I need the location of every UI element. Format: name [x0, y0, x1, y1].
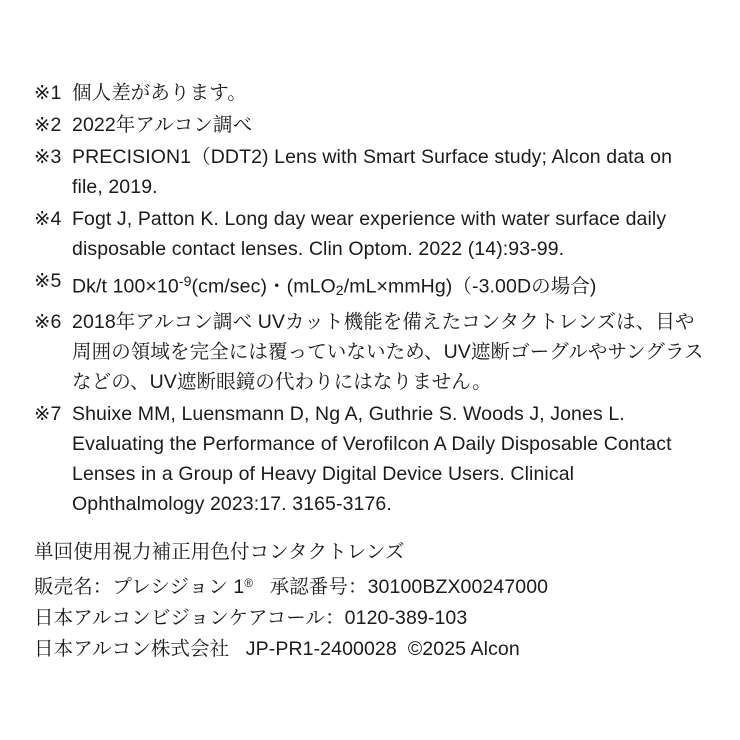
footnote-text-part: Dk/t 100×10: [72, 275, 179, 298]
footnote-item: [34, 204, 706, 264]
sales-name-label: 販売名：プレシジョン 1: [34, 575, 245, 598]
footnote-marker: ※3: [34, 146, 62, 168]
footnote-marker: ※4: [34, 208, 62, 230]
spacer: [229, 638, 246, 660]
document-footer: [34, 537, 706, 665]
footnote-item: [34, 399, 706, 519]
registered-mark: ®: [244, 576, 254, 590]
footnote-list: [34, 78, 706, 519]
footnote-text-part: (cm/sec)・(mLO: [191, 275, 336, 298]
product-category-line: 単回使用視力補正用色付コンタクトレンズ: [34, 540, 405, 563]
footnote-item: [34, 78, 706, 108]
footnote-text: 2022年アルコン調べ: [72, 114, 253, 136]
footnote-marker: ※1: [34, 82, 62, 104]
footnote-marker: ※7: [34, 402, 62, 425]
company-name: 日本アルコン株式会社: [34, 637, 230, 660]
copyright: ©2025 Alcon: [407, 637, 520, 660]
footnote-text: PRECISION1（DDT2) Lens with Smart Surface study; Alcon data on file, 2019.: [72, 146, 673, 198]
footnote-marker: ※2: [34, 114, 62, 136]
footnote-item: [34, 307, 706, 397]
footnote-text: Fogt J, Patton K. Long day wear experience with water surface daily disposable contact lenses. Clin Optom. 2022 (14):93-99.: [72, 208, 667, 260]
footnote-superscript: -9: [178, 273, 192, 289]
spacer: [397, 638, 408, 660]
footnote-marker: ※6: [34, 310, 62, 333]
spacer: [253, 576, 270, 598]
call-center-line: 日本アルコンビジョンケアコール：0120-389-103: [34, 606, 468, 629]
footnote-text: Shuixe MM, Luensmann D, Ng A, Guthrie S. Woods J, Jones L. Evaluating the Performance of Verofilcon A Daily Disposable Contact Lenses in a Group of Heavy Digital Device Users. Clinical Ophthalmology 2023:17. 3165-3176.: [72, 402, 672, 515]
footnote-marker: ※5: [34, 270, 62, 292]
footnote-text-part: /mL×mmHg)（-3.00Dの場合): [343, 275, 597, 298]
footnote-item: [34, 266, 706, 305]
footnote-subscript: 2: [335, 281, 344, 298]
approval-number: 承認番号：30100BZX00247000: [269, 575, 549, 598]
footnote-item: [34, 110, 706, 140]
footnote-text: 個人差があります。: [72, 82, 247, 104]
company-line: [34, 634, 706, 665]
footnote-text: 2018年アルコン調べ UVカット機能を備えたコンタクトレンズは、目や周囲の領域を完全には覆っていないため、UV遮断ゴーグルやサングラスなどの、UV遮断眼鏡の代わりにはなりません。: [72, 310, 704, 393]
footnote-text: [72, 266, 706, 305]
sales-name-line: [34, 568, 706, 603]
document-code: JP-PR1-2400028: [245, 637, 397, 660]
footnote-item: [34, 142, 706, 202]
